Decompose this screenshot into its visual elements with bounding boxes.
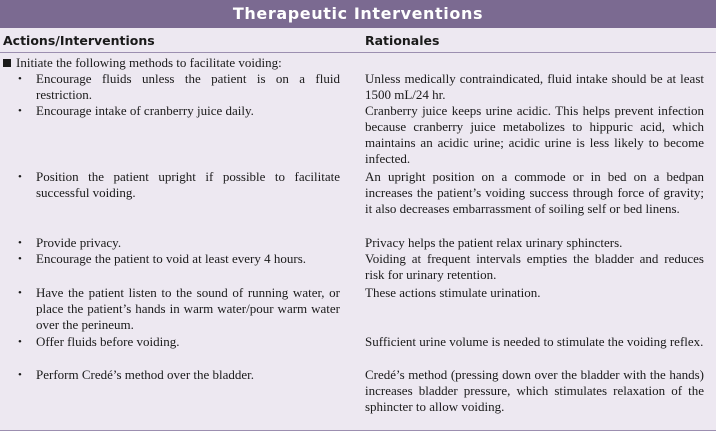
action-text: Offer fluids before voiding.: [36, 334, 180, 349]
square-bullet-icon: [3, 59, 11, 67]
bullet-icon: •: [18, 73, 22, 85]
action-text: Encourage intake of cranberry juice daily.: [36, 103, 254, 118]
rationale-text: An upright position on a commode or in bed on a bedpan increases the patient’s voiding success through force of gravity; it also decreases embarrassment of soiling self or bed linens.: [365, 169, 704, 216]
bullet-icon: •: [18, 253, 22, 265]
action-text: Encourage the patient to void at least every 4 hours.: [36, 251, 307, 266]
actions-column-header: Actions/Interventions: [3, 33, 155, 48]
action-text: Perform Credé’s method over the bladder.: [36, 367, 255, 382]
header-divider: [0, 52, 716, 53]
rationale-text: These actions stimulate urination.: [365, 285, 541, 300]
action-text: Encourage fluids unless the patient is on a fluid restriction.: [36, 71, 340, 102]
intro-text: Initiate the following methods to facilitate voiding:: [16, 55, 282, 70]
rationales-column-header: Rationales: [365, 33, 440, 48]
bullet-icon: •: [18, 171, 22, 183]
intro-line: [3, 55, 343, 71]
bullet-icon: •: [18, 336, 22, 348]
action-text: Position the patient upright if possible to facilitate successful voiding.: [36, 169, 340, 200]
bullet-icon: •: [18, 369, 22, 381]
rationale-text: Unless medically contraindicated, fluid intake should be at least 1500 mL/24 hr.: [365, 71, 704, 102]
bullet-icon: •: [18, 287, 22, 299]
bullet-icon: •: [18, 237, 22, 249]
rationale-text: Voiding at frequent intervals empties the bladder and reduces risk for urinary retention.: [365, 251, 704, 282]
rationale-text: Credé’s method (pressing down over the bladder with the hands) increases bladder pressure, which stimulates relaxation of the sphincter to allow voiding.: [365, 367, 704, 414]
rationale-text: Sufficient urine volume is needed to stimulate the voiding reflex.: [365, 334, 704, 349]
bullet-icon: •: [18, 105, 22, 117]
action-text: Provide privacy.: [36, 235, 122, 250]
rationale-text: Privacy helps the patient relax urinary sphincters.: [365, 235, 623, 250]
rationale-text: Cranberry juice keeps urine acidic. This helps prevent infection because cranberry juice metabolizes to hippuric acid, which maintains an acidic urine; acidic urine is less likely to become infected.: [365, 103, 704, 166]
section-title: Therapeutic Interventions: [0, 0, 716, 28]
action-text: Have the patient listen to the sound of running water, or place the patient’s hands in warm water/pour warm water over the perineum.: [36, 285, 340, 332]
